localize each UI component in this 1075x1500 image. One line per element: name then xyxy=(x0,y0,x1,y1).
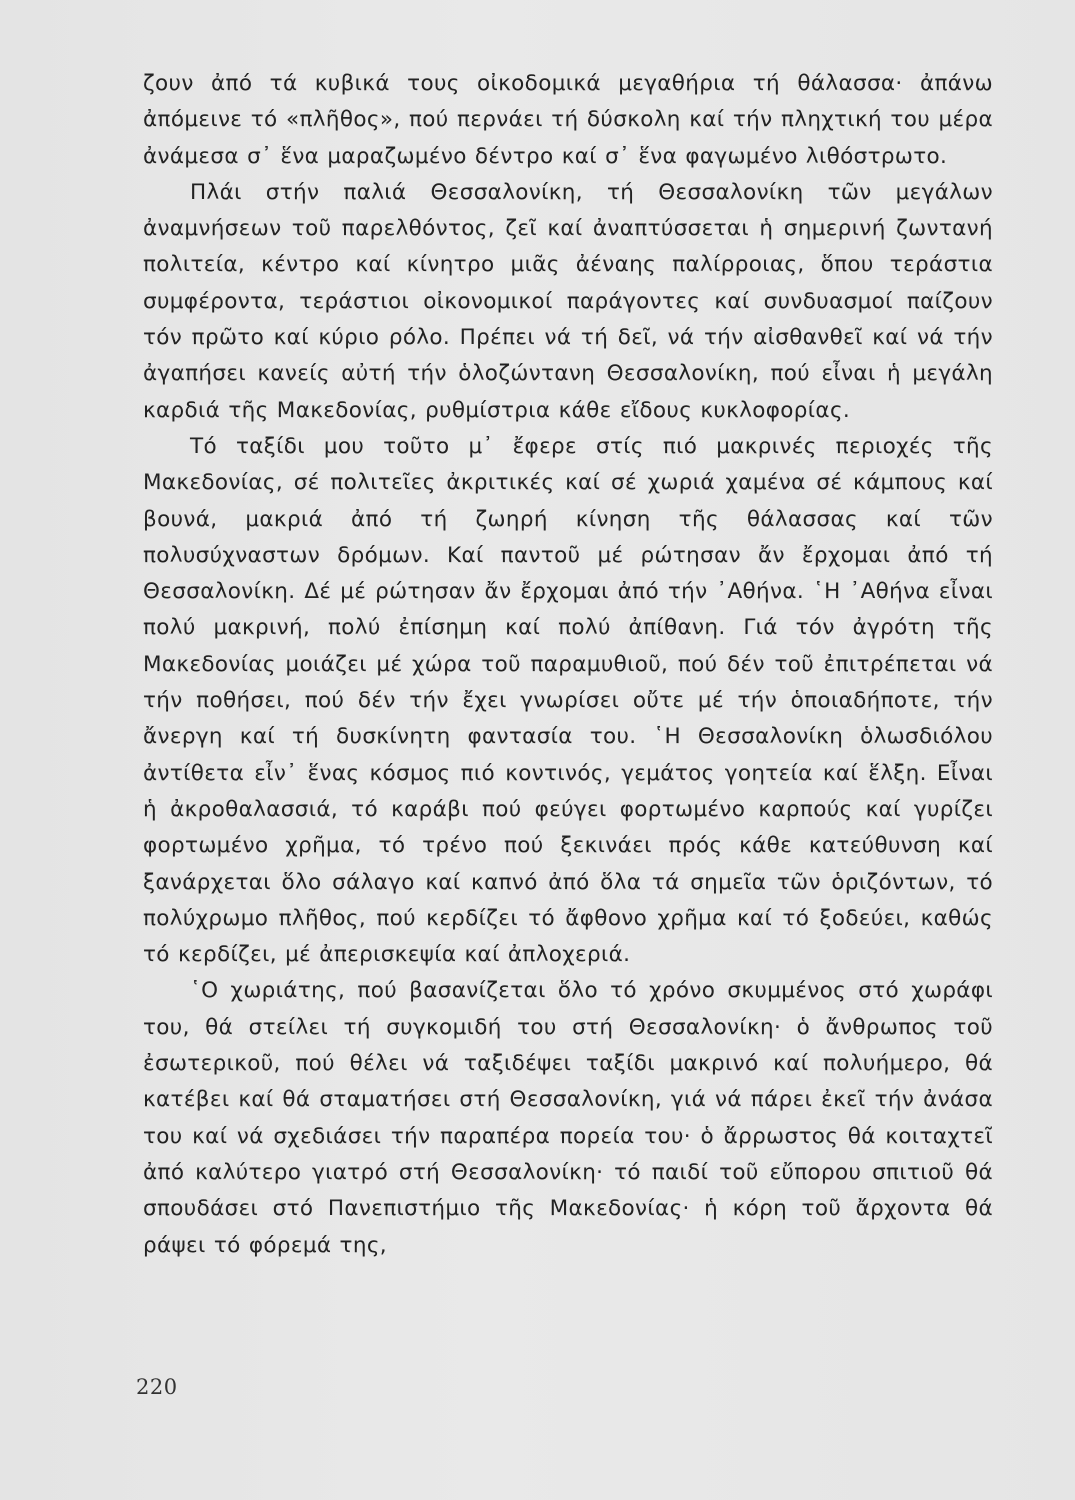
paragraph-continuation: ζουν ἀπό τά κυβικά τους οἰκοδομικά μεγαθήρια τή θάλασσα· ἀπάνω ἀπόμεινε τό «πλῆθος», πού περνάει τή δύσκολη καί τήν πληχτική του μέρα ἀνάμεσα σ᾽ ἕνα μαραζωμένο δέντρο καί σ᾽ ἕνα φαγωμένο λιθόστρωτο. xyxy=(143,71,993,169)
page-number: 220 xyxy=(136,1375,178,1399)
paragraph-journey-macedonia: Τό ταξίδι μου τοῦτο μ᾽ ἔφερε στίς πιό μακρινές περιοχές τῆς Μακεδονίας, σέ πολιτεῖες ἀκριτικές καί σέ χωριά χαμένα σέ κάμπους καί βουνά, μακριά ἀπό τή ζωηρή κίνηση τῆς θάλασσας καί τῶν πολυσύχναστων δρόμων. Καί παντοῦ μέ ρώτησαν ἄν ἔρχομαι ἀπό τή Θεσσαλονίκη. Δέ μέ ρώτησαν ἄν ἔρχομαι ἀπό τήν ᾽Αθήνα. ῾Η ᾽Αθήνα εἶναι πολύ μακρινή, πολύ ἐπίσημη καί πολύ ἀπίθανη. Γιά τόν ἀγρότη τῆς Μακεδονίας μοιάζει μέ χώρα τοῦ παραμυθιοῦ, πού δέν τοῦ ἐπιτρέπεται νά τήν ποθήσει, πού δέν τήν ἔχει γνωρίσει οὔτε μέ τήν ὁποιαδήποτε, τήν ἄνεργη καί τή δυσκίνητη φαντασία του. ῾Η Θεσσαλονίκη ὁλωσδιόλου ἀντίθετα εἶν᾽ ἕνας κόσμος πιό κοντινός, γεμάτος γοητεία καί ἕλξη. Εἶναι ἡ ἀκροθαλασσιά, τό καράβι πού φεύγει φορτωμένο καρπούς καί γυρίζει φορτωμένο χρῆμα, τό τρένο πού ξεκινάει πρός κάθε κατεύθυνση καί ξανάρχεται ὅλο σάλαγο καί καπνό ἀπό ὅλα τά σημεῖα τῶν ὁριζόντων, τό πολύχρωμο πλῆθος, πού κερδίζει τό ἄφθονο χρῆμα καί τό ξοδεύει, καθώς τό κερδίζει, μέ ἀπερισκεψία καί ἀπλοχεριά. xyxy=(143,433,993,968)
body-text xyxy=(143,66,993,1264)
paragraph-thessaloniki-living-city: Πλάι στήν παλιά Θεσσαλονίκη, τή Θεσσαλονίκη τῶν μεγάλων ἀναμνήσεων τοῦ παρελθόντος, ζεῖ καί ἀναπτύσσεται ἡ σημερινή ζωντανή πολιτεία, κέντρο καί κίνητρο μιᾶς ἀέναης παλίρροιας, ὅπου τεράστια συμφέροντα, τεράστιοι οἰκονομικοί παράγοντες καί συνδυασμοί παίζουν τόν πρῶτο καί κύριο ρόλο. Πρέπει νά τή δεῖ, νά τήν αἰσθανθεῖ καί νά τήν ἀγαπήσει κανείς αὐτή τήν ὁλοζώντανη Θεσσαλονίκη, πού εἶναι ἡ μεγάλη καρδιά τῆς Μακεδονίας, ρυθμίστρια κάθε εἴδους κυκλοφορίας. xyxy=(143,179,993,423)
paragraph-villager: ῾Ο χωριάτης, πού βασανίζεται ὅλο τό χρόνο σκυμμένος στό χωράφι του, θά στείλει τή συγκομιδή του στή Θεσσαλονίκη· ὁ ἄνθρωπος τοῦ ἐσωτερικοῦ, πού θέλει νά ταξιδέψει ταξίδι μακρινό καί πολυήμερο, θά κατέβει καί θά σταματήσει στή Θεσσαλονίκη, γιά νά πάρει ἐκεῖ τήν ἀνάσα του καί νά σχεδιάσει τήν παραπέρα πορεία του· ὁ ἄρρωστος θά κοιταχτεῖ ἀπό καλύτερο γιατρό στή Θεσσαλονίκη· τό παιδί τοῦ εὔπορου σπιτιοῦ θά σπουδάσει στό Πανεπιστήμιο τῆς Μακεδονίας· ἡ κόρη τοῦ ἄρχοντα θά ράψει τό φόρεμά της, xyxy=(143,978,993,1258)
